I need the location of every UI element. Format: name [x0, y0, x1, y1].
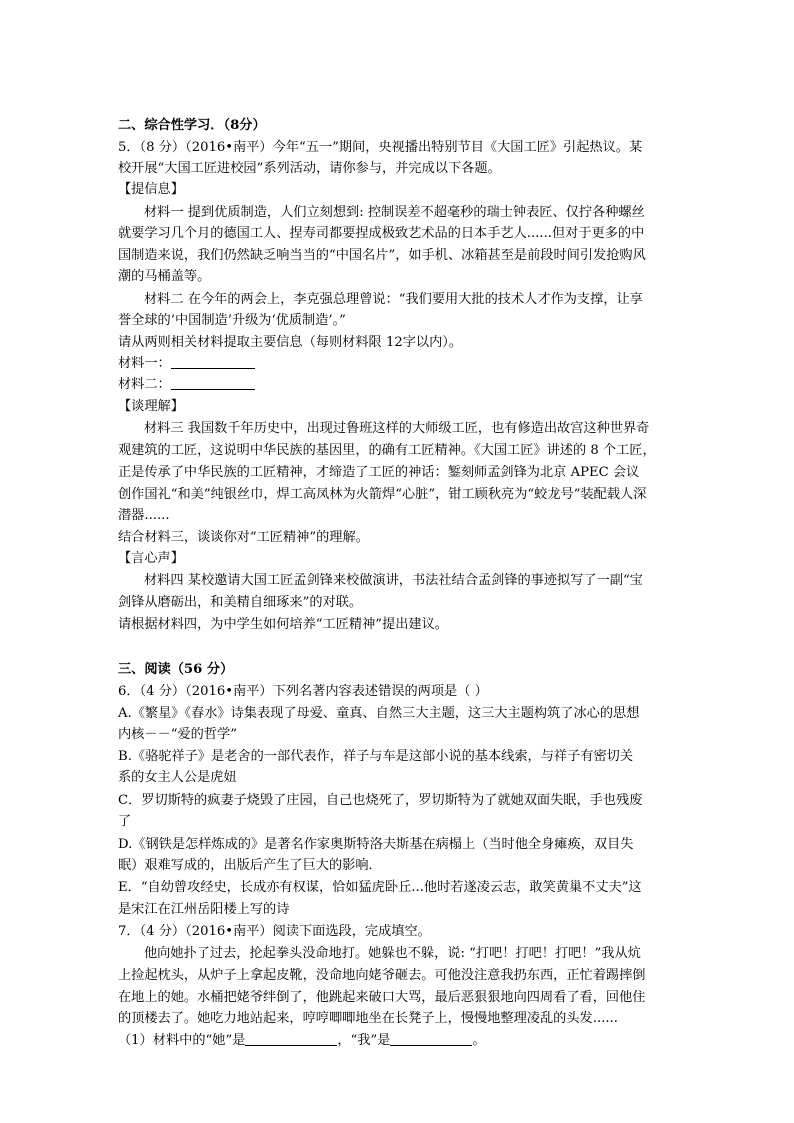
question-5-stem: 5．（8 分）（2016•南平）今年“五一”期间，央视播出特别节目《大国工匠》引起热议。某	[118, 140, 643, 155]
material-2-line: 材料二 在今年的两会上，李克强总理曾说：“我们要用大批的技术人才作为支撑，让享	[144, 292, 643, 307]
option-d-cont: 眠）艰难写成的，出版后产生了巨大的影响．	[118, 858, 382, 873]
answer-blank[interactable]	[171, 355, 255, 369]
option-c-cont: 了	[118, 814, 132, 829]
instruction-extract: 请从两则相关材料提取主要信息（每则材料限 12字以内）。	[118, 335, 463, 350]
answer-label: 材料一：	[118, 356, 171, 371]
option-d: D.《钢铁是怎样炼成的》是著名作家奥斯特洛夫斯基在病榻上（当时他全身瘫痪，双目失	[118, 837, 634, 852]
passage-line: 在地上的她。水桶把姥爷绊倒了，他跳起来破口大骂，最后恶狠狠地向四周看了看，回他住	[118, 990, 646, 1005]
tag-extract-info: 【提信息】	[118, 182, 184, 197]
answer-line-material-2	[118, 375, 255, 395]
answer-label: 材料二：	[118, 377, 171, 392]
option-a-cont: 内核－－“爱的哲学”	[118, 727, 237, 742]
answer-line-material-1	[118, 354, 255, 374]
answer-blank-me[interactable]	[390, 1032, 472, 1046]
option-b-cont: 系的女主人公是虎妞	[118, 770, 237, 785]
material-4-line: 剑锋从磨砺出，和美精自细琢来”的对联。	[118, 595, 363, 610]
material-3-line: 观建筑的工匠，这说明中华民族的基因里，的确有工匠精神。《大国工匠》讲述的 8 个工匠，	[118, 443, 656, 458]
option-a: A.《繁星》《春水》诗集表现了母爱、童真、自然三大主题，这三大主题构筑了冰心的思想	[118, 706, 640, 721]
subquestion-text: 。	[472, 1033, 486, 1048]
question-5-stem-cont: 校开展“大国工匠进校园”系列活动，请你参与，并完成以下各题。	[118, 161, 501, 176]
passage-line: 他向她扑了过去，抡起拳头没命地打。她躲也不躲，说: “打吧！打吧！打吧！”我从炕	[144, 946, 641, 961]
question-6-stem: 6．（4 分）（2016•南平）下列名著内容表述错误的两项是（ ）	[118, 684, 488, 699]
instruction-suggest: 请根据材料四，为中学生如何培养“工匠精神”提出建议。	[118, 617, 448, 632]
material-1-line: 国制造来说，我们仍然缺乏响当当的“中国名片”，如手机、冰箱甚至是前段时间引发抢购风	[118, 248, 646, 263]
instruction-understand: 结合材料三，谈谈你对“工匠精神”的理解。	[118, 530, 369, 545]
material-3-line: 材料三 我国数千年历史中，出现过鲁班这样的大师级工匠，也有修造出故宫这种世界奇	[144, 421, 650, 436]
material-3-line: 潜器......	[118, 508, 170, 523]
subquestion-text: （1）材料中的“她”是	[118, 1033, 246, 1048]
tag-understand: 【谈理解】	[118, 399, 184, 414]
option-c: C．罗切斯特的疯妻子烧毁了庄园，自己也烧死了，罗切斯特为了就她双面失眠，手也残废	[118, 793, 643, 808]
option-e-cont: 是宋江在江州岳阳楼上写的诗	[118, 902, 290, 917]
material-1-line: 材料一 提到优质制造，人们立刻想到: 控制误差不超毫秒的瑞士钟表匠、仅拧各种螺丝	[144, 205, 645, 220]
question-7-stem: 7．（4 分）（2016•南平）阅读下面选段，完成填空。	[118, 924, 431, 939]
material-4-line: 材料四 某校邀请大国工匠孟剑锋来校做演讲，书法社结合孟剑锋的事迹拟写了一副“宝	[144, 573, 643, 588]
option-e: E．“自幼曾攻经史，长成亦有权谋，恰如猛虎卧丘...他时若遂凌云志，敢笑黄巢不丈夫”这	[118, 880, 642, 895]
passage-line: 的顶楼去了。她吃力地站起来，哼哼唧唧地坐在长凳子上，慢慢地整理凌乱的头发......	[118, 1011, 618, 1026]
question-7-subquestion-1	[118, 1031, 486, 1051]
section-heading: 三、阅读（56 分）	[118, 662, 234, 677]
material-3-line: 创作国礼“和美”纯银丝巾，焊工高凤林为火箭焊“心脏”，钳工顾秋亮为“蛟龙号”装配载人深	[118, 487, 647, 502]
option-b: B.《骆驼祥子》是老舍的一部代表作，祥子与车是这部小说的基本线索，与祥子有密切关	[118, 749, 634, 764]
answer-blank[interactable]	[171, 376, 255, 390]
tag-voice: 【言心声】	[118, 551, 184, 566]
subquestion-text: ，“我”是	[337, 1033, 391, 1048]
material-1-line: 就要学习几个月的德国工人、捏寿司都要捏成极致艺术品的日本手艺人......但对于更多的中	[118, 226, 645, 241]
answer-blank-she[interactable]	[245, 1032, 337, 1046]
passage-line: 上捡起枕头，从炉子上拿起皮靴，没命地向姥爷砸去。可他没注意我扔东西，正忙着踢摔倒	[118, 968, 646, 983]
material-3-line: 正是传承了中华民族的工匠精神，才缔造了工匠的神话：錾刻师孟剑锋为北京 APEC 会议	[118, 465, 640, 480]
section-heading: 二、综合性学习．（8分）	[118, 118, 266, 133]
material-1-line: 潮的马桶盖等。	[118, 269, 211, 284]
material-2-line: 誉全球的‘中国制造’升级为‘优质制造’。”	[118, 313, 346, 328]
